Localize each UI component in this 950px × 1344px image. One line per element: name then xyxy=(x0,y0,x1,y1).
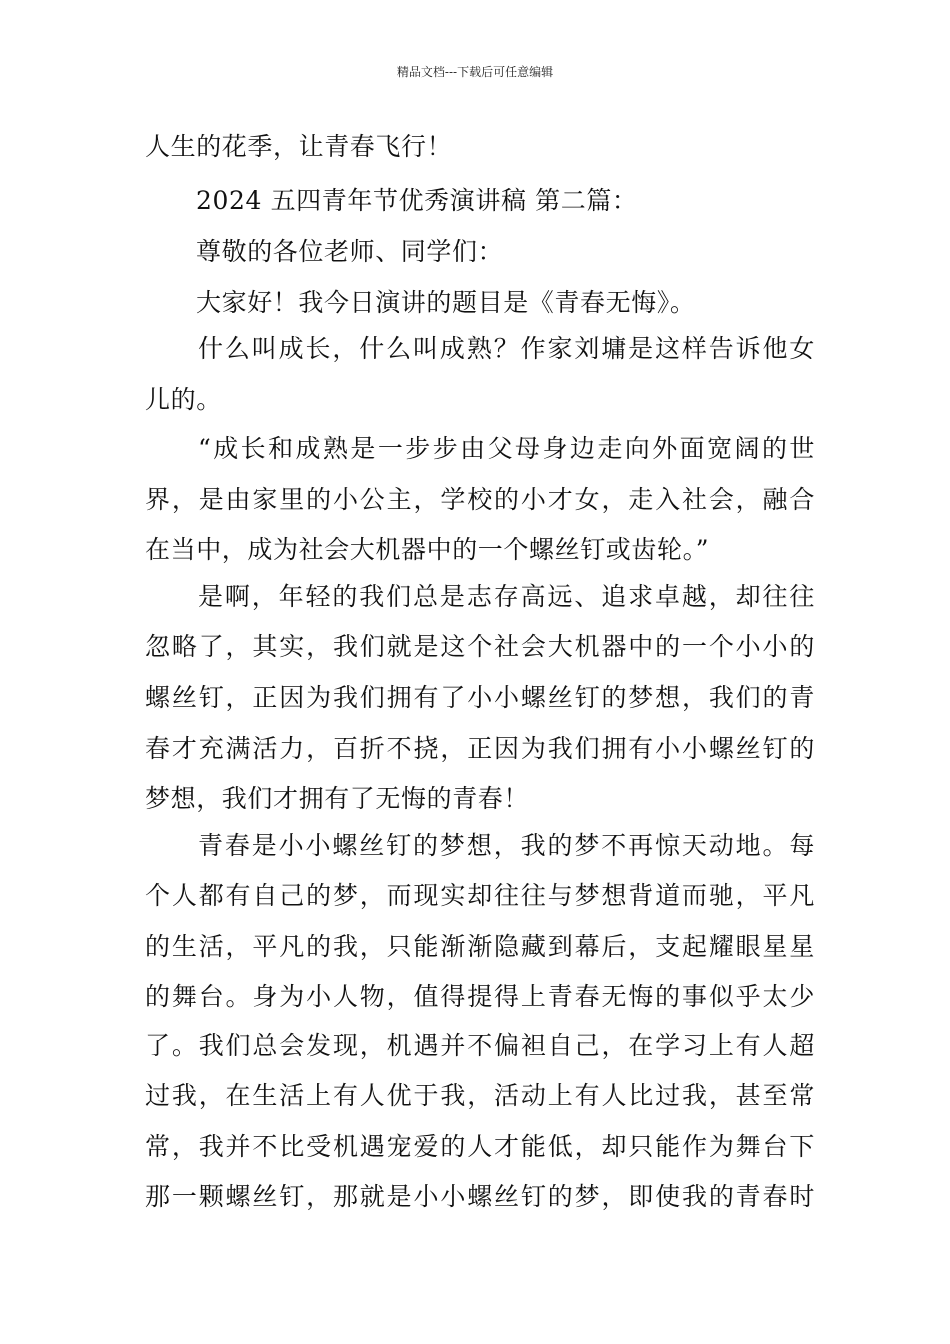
section-heading: 2024 五四青年节优秀演讲稿 第二篇： xyxy=(196,186,638,215)
text-line: 过我，在生活上有人优于我，活动上有人比过我，甚至常 xyxy=(145,1081,815,1110)
text-line: 人生的花季，让青春飞行！ xyxy=(145,132,453,161)
text-line: 那一颗螺丝钉，那就是小小螺丝钉的梦，即使我的青春时 xyxy=(145,1182,815,1211)
text-line: 忽略了，其实，我们就是这个社会大机器中的一个小小的 xyxy=(145,632,815,661)
text-line: 儿的。 xyxy=(145,385,222,414)
text-line: 什么叫成长，什么叫成熟？作家刘墉是这样告诉他女 xyxy=(198,334,815,363)
text-line: 在当中，成为社会大机器中的一个螺丝钉或齿轮。” xyxy=(145,535,710,564)
text-line: 个人都有自己的梦，而现实却往往与梦想背道而驰，平凡 xyxy=(145,881,815,910)
text-line: 螺丝钉，正因为我们拥有了小小螺丝钉的梦想，我们的青 xyxy=(145,683,815,712)
text-line: 是啊，年轻的我们总是志存高远、追求卓越，却往往 xyxy=(198,582,815,611)
salutation: 尊敬的各位老师、同学们： xyxy=(196,237,504,266)
text-line: “成长和成熟是一步步由父母身边走向外面宽阔的世 xyxy=(198,434,815,463)
text-line: 大家好！我今日演讲的题目是《青春无悔》。 xyxy=(196,288,696,317)
text-line: 梦想，我们才拥有了无悔的青春！ xyxy=(145,784,530,813)
text-line: 界，是由家里的小公主，学校的小才女，走入社会，融合 xyxy=(145,485,815,514)
text-line: 的舞台。身为小人物，值得提得上青春无悔的事似乎太少 xyxy=(145,982,815,1011)
text-line: 春才充满活力，百折不挠，正因为我们拥有小小螺丝钉的 xyxy=(145,734,815,763)
text-line: 常，我并不比受机遇宠爱的人才能低，却只能作为舞台下 xyxy=(145,1132,815,1161)
page-header: 精品文档---下载后可任意编辑 xyxy=(396,65,554,79)
text-line: 青春是小小螺丝钉的梦想，我的梦不再惊天动地。每 xyxy=(198,831,815,860)
text-line: 的生活，平凡的我，只能渐渐隐藏到幕后，支起耀眼星星 xyxy=(145,932,815,961)
text-line: 了。我们总会发现，机遇并不偏袒自己，在学习上有人超 xyxy=(145,1031,815,1060)
